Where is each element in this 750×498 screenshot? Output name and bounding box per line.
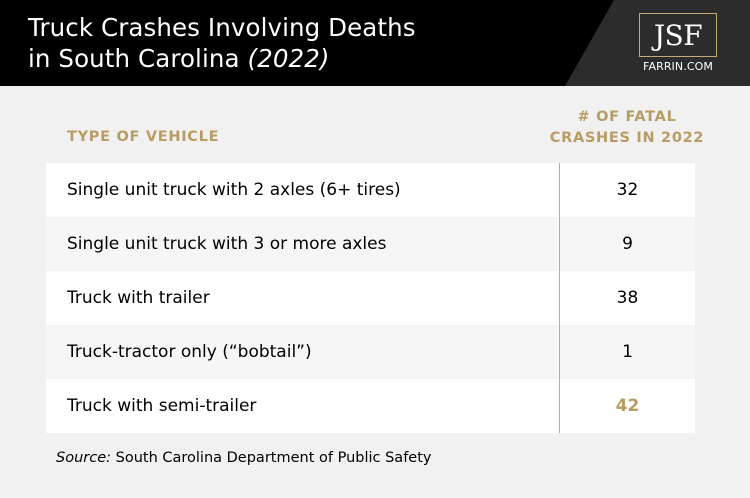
vehicle-cell: Single unit truck with 3 or more axles (67, 234, 387, 254)
table-row (46, 271, 695, 325)
logo-mark: JSF (639, 13, 717, 57)
count-cell: 32 (616, 180, 639, 200)
count-cell: 38 (616, 288, 639, 308)
source-note (56, 450, 431, 466)
vehicle-cell: Truck with trailer (67, 288, 210, 308)
title-line-1: Truck Crashes Involving Deaths (28, 13, 416, 42)
column-divider (559, 163, 560, 433)
page-title (28, 12, 416, 74)
source-text: South Carolina Department of Public Safety (115, 450, 432, 466)
count-cell-highlight: 42 (615, 396, 640, 416)
title-line-2 (28, 43, 416, 74)
column-header-count-line-2: CRASHES IN 2022 (549, 130, 705, 146)
header-banner (0, 0, 750, 86)
count-cell: 1 (622, 342, 633, 362)
vehicle-cell: Single unit truck with 2 axles (6+ tires) (67, 180, 401, 200)
jsf-logo (639, 13, 717, 73)
table-row (46, 325, 695, 379)
title-line-2-text: in South Carolina (28, 44, 240, 73)
crash-table (46, 163, 695, 433)
column-header-count (519, 107, 735, 149)
table-row (46, 163, 695, 217)
column-header-vehicle: TYPE OF VEHICLE (67, 129, 220, 145)
column-header-count-line-1: # OF FATAL (577, 109, 677, 125)
source-label: Source: (56, 450, 112, 466)
table-row (46, 217, 695, 271)
vehicle-cell: Truck with semi-trailer (67, 396, 257, 416)
logo-url: FARRIN.COM (643, 60, 713, 73)
table-row (46, 379, 695, 433)
count-cell: 9 (622, 234, 633, 254)
title-year: (2022) (247, 44, 330, 73)
vehicle-cell: Truck-tractor only (“bobtail”) (67, 342, 312, 362)
